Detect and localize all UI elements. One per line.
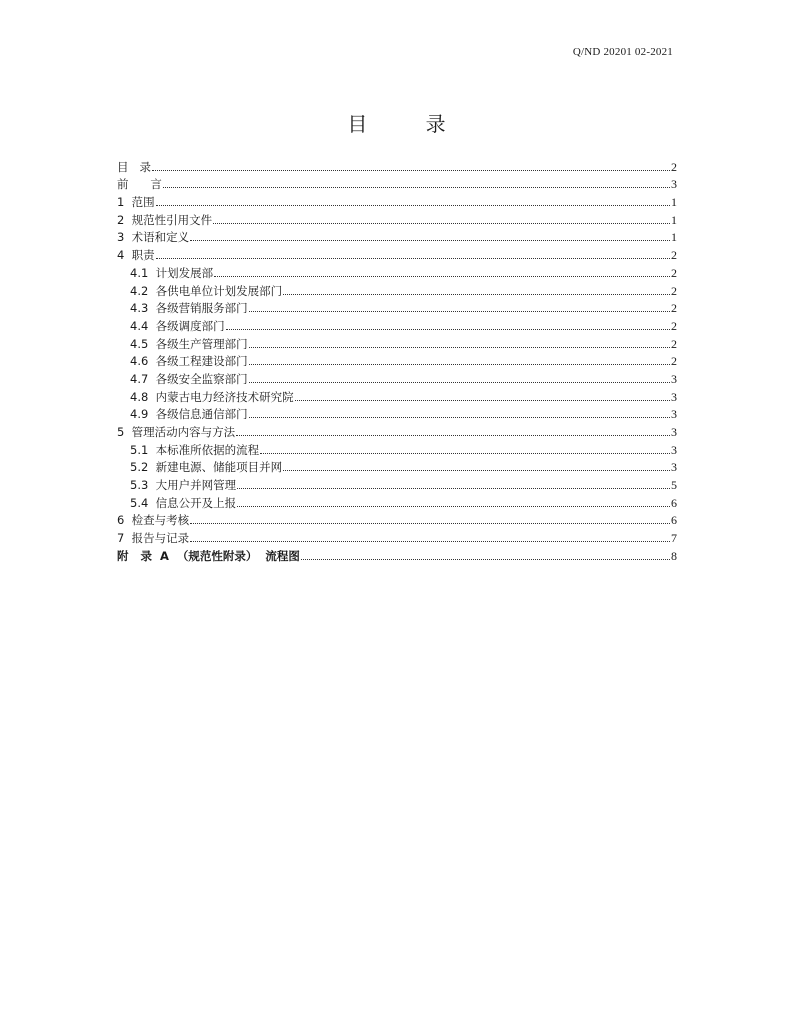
- toc-entry-label: 4.6 各级工程建设部门: [130, 354, 248, 369]
- toc-entry-label: 4.4 各级调度部门: [130, 318, 225, 333]
- toc-entry-label: 4.7 各级安全监察部门: [130, 371, 248, 386]
- toc-entry-label: 7 报告与记录: [117, 531, 190, 546]
- toc-entry-page-number: 3: [671, 407, 677, 422]
- toc-entry-page-number: 1: [671, 212, 677, 227]
- toc-entry-label: 5 管理活动内容与方法: [117, 425, 236, 439]
- dot-leader: [156, 258, 670, 259]
- toc-entry-page-number: 2: [671, 248, 677, 263]
- toc-entry[interactable]: [117, 511, 677, 529]
- toc-entry-label: 4 职责: [117, 248, 155, 263]
- dot-leader: [226, 329, 670, 330]
- document-code: Q/ND 20201 02-2021: [572, 46, 673, 58]
- toc-entry-page-number: 6: [671, 495, 677, 510]
- toc-entry[interactable]: [117, 334, 677, 352]
- toc-entry-page-number: 3: [671, 425, 677, 439]
- dot-leader: [301, 559, 670, 560]
- dot-leader: [283, 294, 670, 295]
- toc-entry-page-number: 3: [671, 389, 677, 404]
- dot-leader: [249, 382, 670, 383]
- toc-entry-label: 4.1 计划发展部: [130, 265, 214, 280]
- dot-leader: [190, 541, 670, 542]
- toc-entry-page-number: 7: [671, 531, 677, 546]
- toc-entry-label: 4.9 各级信息通信部门: [130, 407, 248, 422]
- toc-entry[interactable]: [117, 281, 677, 299]
- toc-entry[interactable]: [117, 369, 677, 387]
- toc-entry-page-number: 3: [671, 442, 677, 457]
- toc-entry-page-number: 2: [671, 265, 677, 280]
- dot-leader: [237, 488, 670, 489]
- toc-entry[interactable]: [117, 263, 677, 281]
- dot-leader: [236, 435, 670, 436]
- dot-leader: [283, 470, 670, 471]
- dot-leader: [249, 417, 670, 418]
- toc-entry-page-number: 5: [671, 478, 677, 493]
- toc-entry-label: 6 检查与考核: [117, 513, 190, 528]
- toc-entry-label: 4.8 内蒙古电力经济技术研究院: [130, 389, 294, 404]
- toc-entry-page-number: 2: [671, 354, 677, 369]
- toc-entry-label: 3 术语和定义: [117, 230, 190, 245]
- toc-entry[interactable]: [117, 546, 677, 564]
- toc-entry-page-number: 1: [671, 230, 677, 245]
- toc-entry[interactable]: [117, 475, 677, 493]
- dot-leader: [152, 170, 670, 171]
- toc-entry[interactable]: [117, 316, 677, 334]
- toc-entry-label: 5.4 信息公开及上报: [130, 495, 237, 510]
- dot-leader: [249, 347, 670, 348]
- toc-entry-page-number: 2: [671, 336, 677, 351]
- toc-entry-label: 5.3 大用户并网管理: [130, 478, 237, 493]
- toc-entry[interactable]: [117, 245, 677, 263]
- dot-leader: [156, 205, 670, 206]
- dot-leader: [260, 453, 670, 454]
- toc-entry-label: 4.2 各供电单位计划发展部门: [130, 283, 283, 298]
- dot-leader: [237, 506, 670, 507]
- toc-entry-page-number: 3: [671, 460, 677, 475]
- toc-entry[interactable]: [117, 192, 677, 210]
- dot-leader: [190, 240, 670, 241]
- toc-entry-page-number: 2: [671, 318, 677, 333]
- toc-entry-label: 5.1 本标准所依据的流程: [130, 442, 260, 457]
- toc-entry-label: 附 录 A （规范性附录） 流程图: [117, 548, 300, 563]
- toc-entry[interactable]: [117, 210, 677, 228]
- toc-entry[interactable]: [117, 528, 677, 546]
- toc-entry[interactable]: [117, 458, 677, 476]
- toc-entry[interactable]: [117, 440, 677, 458]
- toc-entry[interactable]: [117, 157, 677, 175]
- page-title: 目 录: [347, 112, 472, 136]
- toc-entry[interactable]: [117, 405, 677, 423]
- toc-entry-label: 前 言: [117, 177, 162, 192]
- toc-entry[interactable]: [117, 299, 677, 317]
- dot-leader: [295, 400, 670, 401]
- dot-leader: [163, 187, 670, 188]
- toc-entry-label: 4.5 各级生产管理部门: [130, 336, 248, 351]
- toc-entry-label: 4.3 各级营销服务部门: [130, 301, 248, 316]
- toc-entry-page-number: 2: [671, 301, 677, 316]
- toc-entry-page-number: 3: [671, 177, 677, 192]
- toc-entry-label: 1 范围: [117, 195, 155, 210]
- toc-entry-page-number: 1: [671, 195, 677, 210]
- toc-entry-label: 2 规范性引用文件: [117, 212, 213, 227]
- toc-entry-page-number: 3: [671, 371, 677, 386]
- toc-entry-label: 目 录: [117, 159, 151, 174]
- table-of-contents: [117, 157, 677, 564]
- toc-entry-page-number: 6: [671, 513, 677, 528]
- toc-entry[interactable]: [117, 175, 677, 193]
- dot-leader: [190, 523, 670, 524]
- toc-entry[interactable]: [117, 387, 677, 405]
- toc-entry[interactable]: [117, 493, 677, 511]
- toc-entry[interactable]: [117, 422, 677, 440]
- dot-leader: [213, 223, 670, 224]
- toc-entry-label: 5.2 新建电源、储能项目并网: [130, 460, 283, 475]
- dot-leader: [214, 276, 670, 277]
- toc-entry-page-number: 2: [671, 159, 677, 174]
- toc-entry-page-number: 2: [671, 283, 677, 298]
- dot-leader: [249, 364, 670, 365]
- toc-entry[interactable]: [117, 352, 677, 370]
- toc-entry[interactable]: [117, 228, 677, 246]
- toc-entry-page-number: 8: [671, 548, 677, 563]
- dot-leader: [249, 311, 670, 312]
